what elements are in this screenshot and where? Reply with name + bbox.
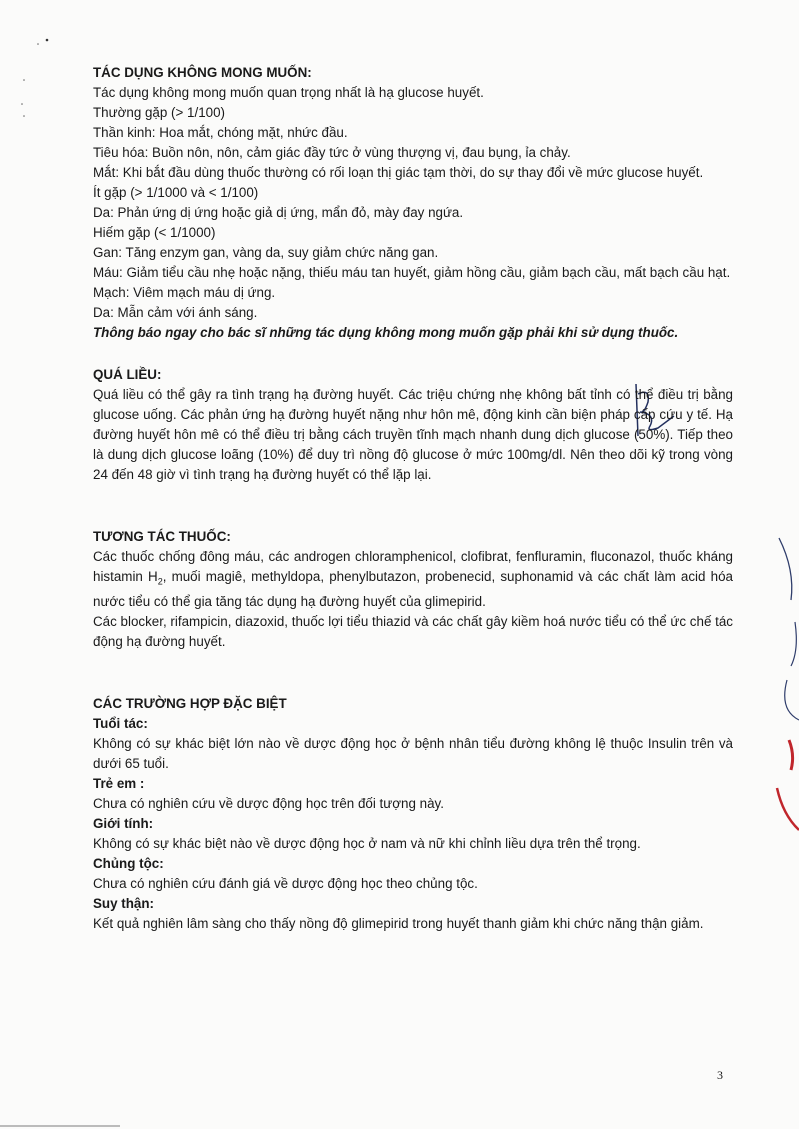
adverse-line: Da: Phản ứng dị ứng hoặc giả dị ứng, mẩn đỏ, mày đay ngứa. <box>93 205 464 220</box>
scan-edge-line <box>0 1125 120 1127</box>
special-text: Không có sự khác biệt lớn nào về dược động học ở bệnh nhân tiểu đường không lệ thuộc Insulin trên và dưới 65 tuổi. <box>93 735 733 771</box>
interactions-heading: TƯƠNG TÁC THUỐC: <box>93 529 231 544</box>
interactions-section <box>93 527 733 652</box>
adverse-effects-heading: TÁC DỤNG KHÔNG MONG MUỐN: <box>93 65 312 80</box>
adverse-line: Mạch: Viêm mạch máu dị ứng. <box>93 285 276 300</box>
interactions-paragraph-1: Các thuốc chống đông máu, các androgen chloramphenicol, clofibrat, fenfluramin, fluconazol, thuốc kháng histamin $H_2$, muối magiê, methyldopa, phenylbutazon, probenecid, suphonamid và các chất làm acid hóa nước tiểu có thể gia tăng tác dụng hạ đường huyết của glimepirid. <box>93 549 733 609</box>
adverse-line: Ít gặp (> 1/1000 và < 1/100) <box>93 185 259 200</box>
scan-marks <box>0 0 60 140</box>
special-subheading: Suy thận: <box>93 895 155 911</box>
adverse-line: Tác dụng không mong muốn quan trọng nhất là hạ glucose huyết. <box>93 85 484 100</box>
special-subheading: Giới tính: <box>93 815 154 831</box>
adverse-line: Tiêu hóa: Buồn nôn, nôn, cảm giác đầy tức ở vùng thượng vị, đau bụng, ỉa chảy. <box>93 145 571 160</box>
document-body <box>93 63 733 934</box>
overdose-text: Quá liều có thể gây ra tình trạng hạ đường huyết. Các triệu chứng nhẹ không bất tỉnh có thể điều trị bằng glucose uống. Các phản ứng hạ đường huyết nặng như hôn mê, động kinh cần biện pháp cấp cứu y tế. Hạ đường huyết hôn mê có thể điều trị bằng cách truyền tĩnh mạch nhanh dung dịch glucose (50%). Tiếp theo là dung dịch glucose loãng (10%) để duy trì nồng độ glucose ở mức 100mg/dl. Nên theo dõi kỹ trong vòng 24 đến 48 giờ vì tình trạng hạ đường huyết có thể lặp lại. <box>93 387 733 482</box>
page-number: 3 <box>717 1068 723 1082</box>
adverse-line: Da: Mẫn cảm với ánh sáng. <box>93 305 258 320</box>
overdose-section <box>93 365 733 485</box>
adverse-line: Mắt: Khi bắt đầu dùng thuốc thường có rối loạn thị giác tạm thời, do sự thay đổi về mức glucose huyết. <box>93 165 704 180</box>
adverse-line: Thường gặp (> 1/100) <box>93 105 226 120</box>
overdose-heading: QUÁ LIỀU: <box>93 367 162 382</box>
special-subheading: Tuổi tác: <box>93 715 148 731</box>
partial-stamp <box>769 530 799 840</box>
special-subheading: Trẻ em : <box>93 775 145 791</box>
adverse-line: Thần kinh: Hoa mắt, chóng mặt, nhức đầu. <box>93 125 348 140</box>
adverse-line: Hiếm gặp (< 1/1000) <box>93 225 216 240</box>
special-text: Chưa có nghiên cứu đánh giá về dược động học theo chủng tộc. <box>93 875 478 891</box>
adverse-line: Máu: Giảm tiểu cầu nhẹ hoặc nặng, thiếu máu tan huyết, giảm hồng cầu, giảm bạch cầu, mất bạch cầu hạt. <box>93 265 731 280</box>
special-subheading: Chủng tộc: <box>93 855 164 871</box>
special-cases-heading: CÁC TRƯỜNG HỢP ĐẶC BIỆT <box>93 695 287 711</box>
adverse-effects-section <box>93 63 733 343</box>
adverse-line: Gan: Tăng enzym gan, vàng da, suy giảm chức năng gan. <box>93 245 439 260</box>
special-text: Kết quả nghiên lâm sàng cho thấy nồng độ glimepirid trong huyết thanh giảm khi chức năng thận giảm. <box>93 915 704 931</box>
special-text: Chưa có nghiên cứu về dược động học trên đối tượng này. <box>93 795 444 811</box>
special-text: Không có sự khác biệt nào về dược động học ở nam và nữ khi chỉnh liều dựa trên thể trọng. <box>93 835 641 851</box>
interactions-paragraph-2: Các blocker, rifampicin, diazoxid, thuốc lợi tiểu thiazid và các chất gây kiềm hoá nước tiểu có thể ức chế tác động hạ đường huyết. <box>93 613 733 649</box>
adverse-notice: Thông báo ngay cho bác sĩ những tác dụng không mong muốn gặp phải khi sử dụng thuốc. <box>93 325 679 340</box>
special-cases-section <box>93 694 733 934</box>
